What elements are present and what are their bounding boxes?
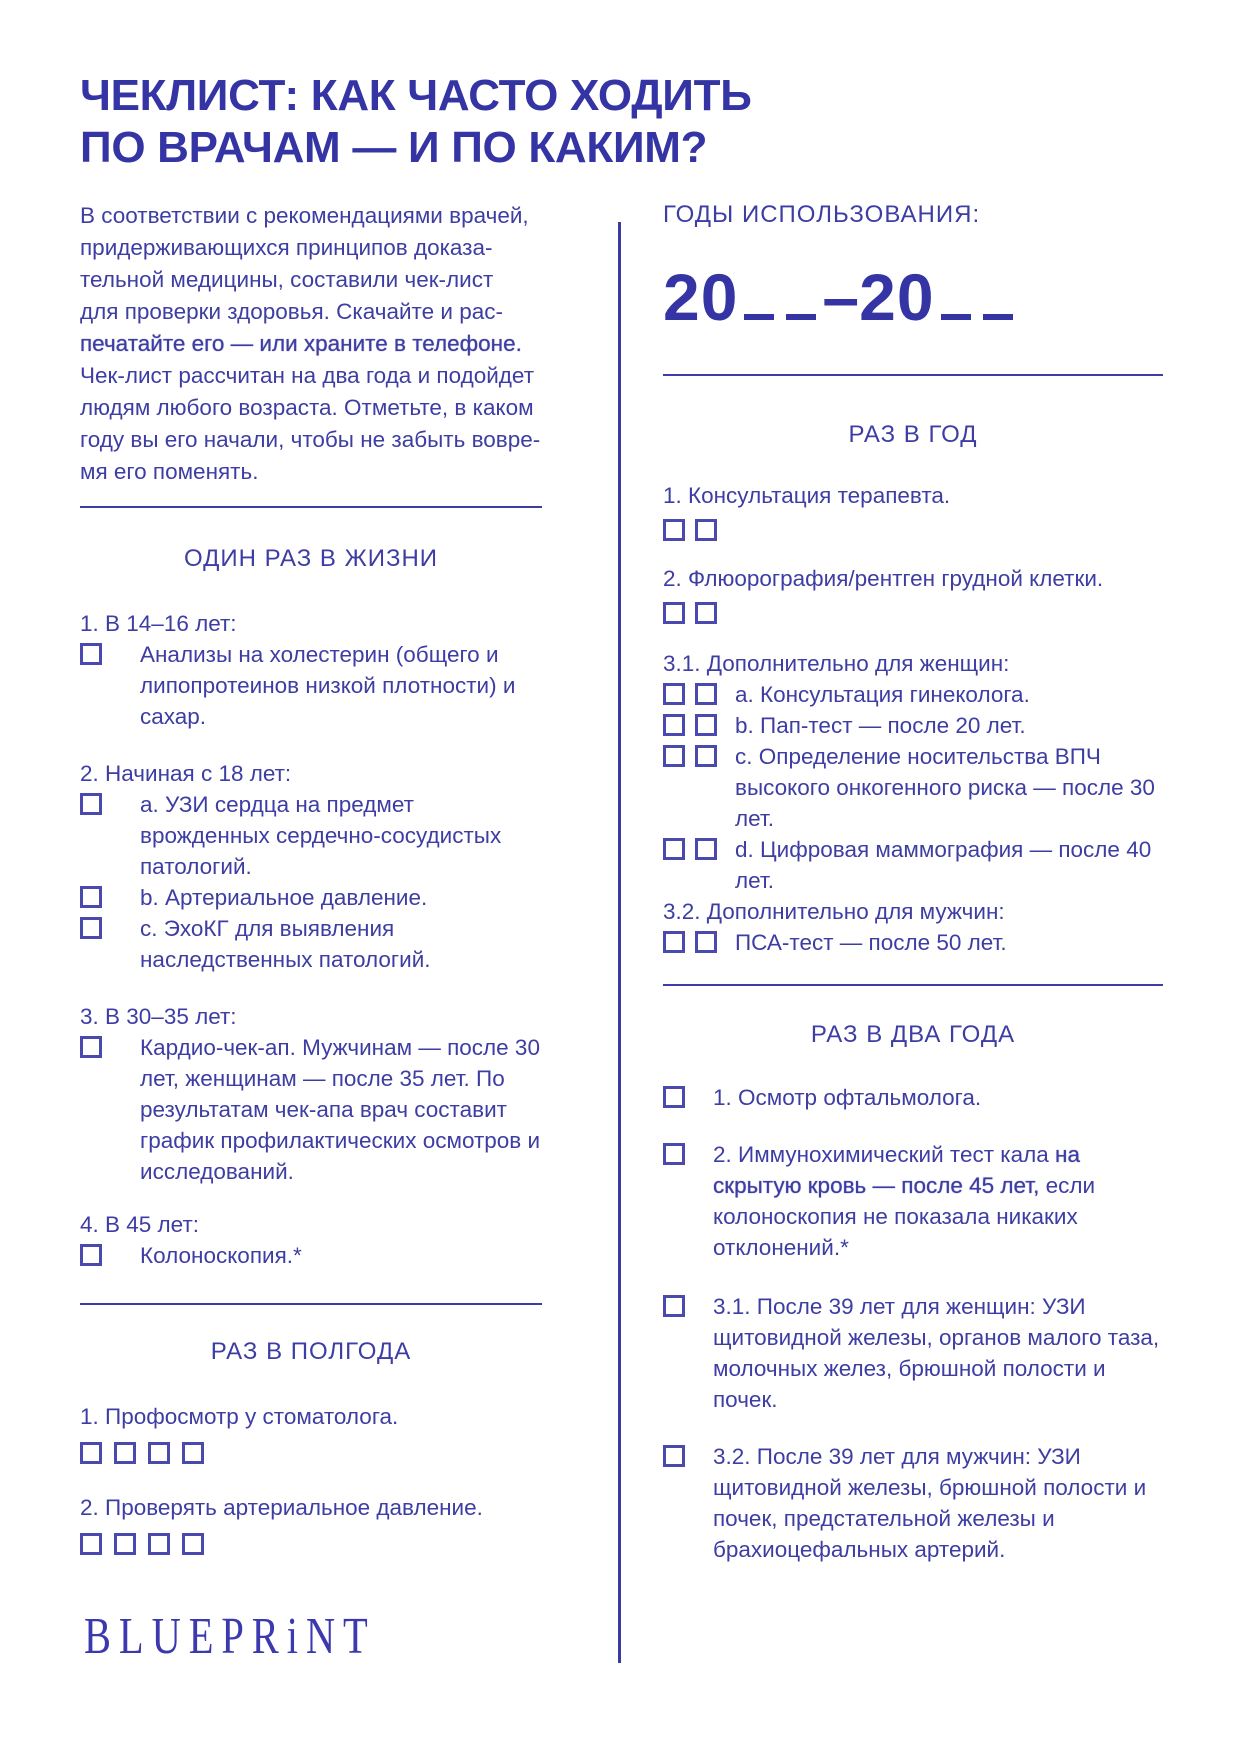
intro-line: тельной медицины, составили чек-лист [80, 267, 494, 292]
left-column [80, 200, 542, 1555]
year-blank-slot[interactable] [941, 314, 971, 320]
section-divider [80, 1303, 542, 1305]
checklist-item-text: Анализы на холестерин (общего и липопротеинов низкой плотности) и сахар. [140, 642, 516, 729]
checkbox[interactable] [663, 519, 685, 541]
intro-line: придерживающихся принципов доказа- [80, 235, 493, 260]
checklist-item-text: c. ЭхоКГ для выявления наследственных патологий. [140, 916, 431, 972]
checklist-item-text: 2. Проверять артериальное давление. [80, 1495, 483, 1520]
checkbox[interactable] [663, 838, 685, 860]
group-label-women: 3.1. Дополнительно для женщин: [663, 651, 1010, 676]
years-dash: – [822, 260, 860, 334]
checkbox[interactable] [663, 1295, 685, 1317]
intro-line: В соответствии с рекомендациями врачей, [80, 203, 529, 228]
checklist-item-text: a. Консультация гинеколога. [735, 682, 1030, 707]
checklist-item-text [713, 1139, 1163, 1263]
checklist-item-text: b. Пап-тест — после 20 лет. [735, 713, 1026, 738]
checklist-item-text: Кардио-чек-ап. Мужчинам — после 30 лет, женщинам — после 35 лет. По результатам чек-апа врач составит график профилактических осмотров и исследований. [140, 1035, 541, 1184]
checklist-item [663, 1139, 1163, 1263]
checklist-item [663, 710, 1163, 741]
checklist-item-text: Колоноскопия.* [140, 1243, 302, 1268]
checkbox[interactable] [695, 683, 717, 705]
checkbox[interactable] [663, 931, 685, 953]
checkbox[interactable] [663, 683, 685, 705]
intro-line: году вы его начали, чтобы не забыть вовре- [80, 427, 541, 452]
column-divider [618, 222, 621, 1663]
years-of-use-label: ГОДЫ ИСПОЛЬЗОВАНИЯ: [663, 201, 981, 228]
section-heading-once-in-life: ОДИН РАЗ В ЖИЗНИ [183, 545, 439, 572]
checklist-item-text: 2. Флюорография/рентген грудной клетки. [663, 566, 1104, 591]
checklist-item [663, 1291, 1163, 1415]
intro-line: Чек-лист рассчитан на два года и подойдет [80, 363, 534, 388]
year-blank-slot[interactable] [744, 314, 774, 320]
checkbox[interactable] [80, 917, 102, 939]
intro-line-emphasis: печатайте его — или храните в телефоне. [80, 331, 522, 356]
intro-line: мя его поменять. [80, 459, 259, 484]
checklist-item-text: 3.1. После 39 лет для женщин: УЗИ щитовидной железы, органов малого таза, молочных желез, брюшной полости и почек. [713, 1294, 1160, 1412]
checklist-item [663, 834, 1163, 896]
checklist-item-text: 3.2. После 39 лет для мужчин: УЗИ щитовидной железы, брюшной полости и почек, предстательной железы и брахиоцефальных артерий. [713, 1444, 1147, 1562]
checkbox[interactable] [80, 793, 102, 815]
checkbox[interactable] [663, 745, 685, 767]
checkbox[interactable] [695, 931, 717, 953]
checklist-item [663, 1082, 1163, 1113]
checkbox[interactable] [80, 643, 102, 665]
checkbox[interactable] [114, 1442, 136, 1464]
checkbox[interactable] [695, 714, 717, 736]
checklist-item-text: b. Артериальное давление. [140, 885, 428, 910]
checkbox[interactable] [80, 1442, 102, 1464]
checkbox[interactable] [663, 1143, 685, 1165]
group-label: 3. В 30–35 лет: [80, 1004, 237, 1029]
year-blank-slot[interactable] [786, 314, 816, 320]
checklist-item [663, 1441, 1163, 1565]
checkbox[interactable] [182, 1442, 204, 1464]
checkbox[interactable] [663, 1086, 685, 1108]
section-divider [663, 374, 1163, 376]
checkbox[interactable] [148, 1533, 170, 1555]
years-blank [663, 260, 1163, 334]
intro-line: для проверки здоровья. Скачайте и рас- [80, 299, 503, 324]
group-label-men: 3.2. Дополнительно для мужчин: [663, 899, 1005, 924]
checkbox[interactable] [663, 602, 685, 624]
intro-line: людям любого возраста. Отметьте, в каком [80, 395, 534, 420]
checkbox[interactable] [80, 1533, 102, 1555]
checklist-item [80, 639, 542, 732]
section-heading-every-year: РАЗ В ГОД [848, 421, 978, 448]
page-title [80, 70, 980, 174]
checklist-item-text: 1. Осмотр офтальмолога. [713, 1085, 982, 1110]
checkbox[interactable] [663, 714, 685, 736]
checklist-item-text: 1. Профосмотр у стоматолога. [80, 1404, 399, 1429]
checkbox[interactable] [663, 1445, 685, 1467]
checklist-item [80, 1240, 542, 1271]
checkbox[interactable] [182, 1533, 204, 1555]
checkbox[interactable] [114, 1533, 136, 1555]
checkbox[interactable] [80, 1036, 102, 1058]
checklist-item-text: ПСА-тест — после 50 лет. [735, 930, 1007, 955]
item-text-emphasis: на скрытую кровь — после 45 лет, [713, 1142, 1080, 1198]
checkbox-row [80, 1533, 542, 1555]
intro-paragraph [80, 200, 542, 488]
group-label: 1. В 14–16 лет: [80, 611, 237, 636]
checkbox[interactable] [695, 838, 717, 860]
page-title-line1: ЧЕКЛИСТ: КАК ЧАСТО ХОДИТЬ [80, 71, 752, 120]
checkbox[interactable] [695, 745, 717, 767]
checklist-item [663, 927, 1163, 958]
group-label: 2. Начиная с 18 лет: [80, 761, 292, 786]
checklist-item [80, 789, 542, 882]
blueprint-logo: BLUEPRiNT [84, 1607, 376, 1665]
section-divider [80, 506, 542, 508]
checklist-item-text: 1. Консультация терапевта. [663, 483, 951, 508]
checkbox[interactable] [695, 602, 717, 624]
checklist-item-text: c. Определение носительства ВПЧ высокого онкогенного риска — после 30 лет. [735, 744, 1155, 831]
year-blank-slot[interactable] [983, 314, 1013, 320]
page-title-line2: ПО ВРАЧАМ — И ПО КАКИМ? [80, 122, 708, 172]
year-prefix: 20 [859, 260, 935, 334]
checkbox[interactable] [148, 1442, 170, 1464]
section-heading-every-two-years: РАЗ В ДВА ГОДА [810, 1021, 1016, 1048]
item-text-part: если колоноскопия не показала никаких отклонений.* [713, 1173, 1096, 1260]
checkbox[interactable] [80, 1244, 102, 1266]
checklist-item [80, 1032, 542, 1187]
section-heading-every-half-year: РАЗ В ПОЛГОДА [210, 1338, 412, 1365]
checkbox[interactable] [695, 519, 717, 541]
group-label: 4. В 45 лет: [80, 1212, 200, 1237]
checkbox-row [80, 1442, 542, 1464]
checkbox-row [663, 519, 1163, 541]
right-column [663, 200, 1163, 1565]
checklist-item [80, 882, 542, 913]
checklist-item-text: a. УЗИ сердца на предмет врожденных сердечно-сосудистых патологий. [140, 792, 502, 879]
checkbox-row [663, 602, 1163, 624]
checklist-item [663, 679, 1163, 710]
year-prefix: 20 [663, 260, 739, 334]
checklist-item-text: d. Цифровая маммография — после 40 лет. [735, 837, 1152, 893]
item-text-part: 2. Иммунохимический тест кала [713, 1142, 1056, 1167]
checklist-item [80, 913, 542, 975]
checkbox[interactable] [80, 886, 102, 908]
section-divider [663, 984, 1163, 986]
checklist-item [663, 741, 1163, 834]
